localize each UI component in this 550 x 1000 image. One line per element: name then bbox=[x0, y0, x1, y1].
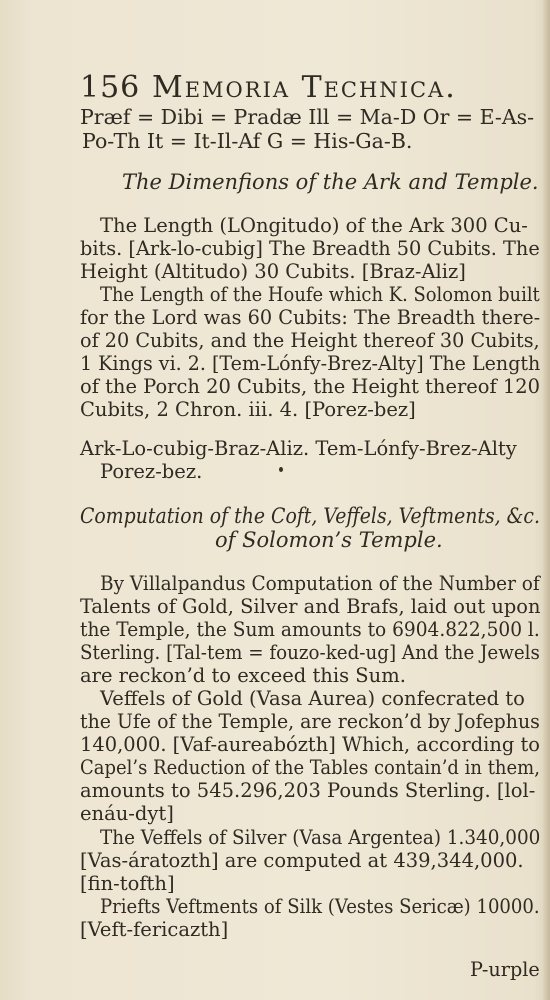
text-line: bits. [Ark-lo-cubig] The Breadth 50 Cubits. The bbox=[80, 237, 540, 260]
text-line: 140,000. [Vaf-aureabózth] Which, according to bbox=[80, 733, 540, 756]
text-line: [Veft-fericazth] bbox=[80, 918, 229, 941]
text-line: the Ufe of the Temple, are reckon’d by Jofephus bbox=[80, 710, 540, 733]
text-line: amounts to 545.296,203 Pounds Sterling. [lol- bbox=[80, 779, 536, 802]
text-line: Talents of Gold, Silver and Brafs, laid out upon bbox=[80, 595, 541, 618]
page-spine-shadow bbox=[542, 0, 550, 1000]
text-line: Height (Altitudo) 30 Cubits. [Braz-Aliz] bbox=[80, 260, 466, 283]
text-line: of the Porch 20 Cubits, the Height thereof 120 bbox=[80, 375, 541, 398]
catchword: P-urple bbox=[470, 958, 540, 981]
text-line: Veffels of Gold (Vasa Aurea) confecrated to bbox=[100, 687, 525, 710]
section-heading: The Dimenfions of the Ark and Temple. bbox=[122, 170, 539, 194]
text-line: The Veffels of Silver (Vasa Argentea) 1.340,000 bbox=[100, 826, 541, 849]
summary-line: Ark-Lo-cubig-Braz-Aliz. Tem-Lónfy-Brez-Alty bbox=[80, 437, 517, 460]
key-line: Po-Th It = It-Il-Af G = His-Ga-B. bbox=[82, 129, 413, 153]
text-line: the Temple, the Sum amounts to 6904.822,500 l. bbox=[80, 618, 540, 641]
running-header bbox=[80, 70, 540, 108]
text-line: The Length of the Houfe which K. Solomon built bbox=[100, 283, 540, 306]
text-line: Sterling. [Tal-tem = fouzo-ked-ug] And the Jewels bbox=[80, 641, 540, 664]
text-line: Cubits, 2 Chron. iii. 4. [Porez-bez] bbox=[80, 398, 416, 421]
text-line: [Vas-áratozth] are computed at 439,344,000. bbox=[80, 849, 524, 872]
key-line: Præf = Dibi = Pradæ Ill = Ma-D Or = E-As- bbox=[80, 105, 535, 129]
running-title: Memoria Technica. bbox=[152, 70, 457, 105]
text-line: of 20 Cubits, and the Height thereof 30 Cubits, bbox=[80, 329, 540, 352]
section-heading: Computation of the Coft, Veffels, Veftments, &c. bbox=[80, 504, 540, 528]
ink-speck bbox=[279, 467, 283, 472]
text-line: The Length (LOngitudo) of the Ark 300 Cu- bbox=[100, 214, 528, 237]
text-line: Priefts Veftments of Silk (Vestes Sericæ) 10000. bbox=[100, 895, 540, 918]
text-line: Capel’s Reduction of the Tables contain’d in them, bbox=[80, 756, 540, 779]
text-line: By Villalpandus Computation of the Number of bbox=[100, 572, 540, 595]
text-line: enáu-dyt] bbox=[80, 802, 174, 825]
text-line: for the Lord was 60 Cubits: The Breadth there- bbox=[80, 306, 541, 329]
section-heading: of Solomon’s Temple. bbox=[215, 528, 443, 552]
page-number: 156 bbox=[80, 70, 141, 105]
text-line: 1 Kings vi. 2. [Tem-Lónfy-Brez-Alty] The Length bbox=[80, 352, 541, 375]
text-line: are reckon’d to exceed this Sum. bbox=[80, 664, 406, 687]
text-line: [fin-tofth] bbox=[80, 872, 175, 895]
summary-line: Porez-bez. bbox=[100, 460, 203, 483]
